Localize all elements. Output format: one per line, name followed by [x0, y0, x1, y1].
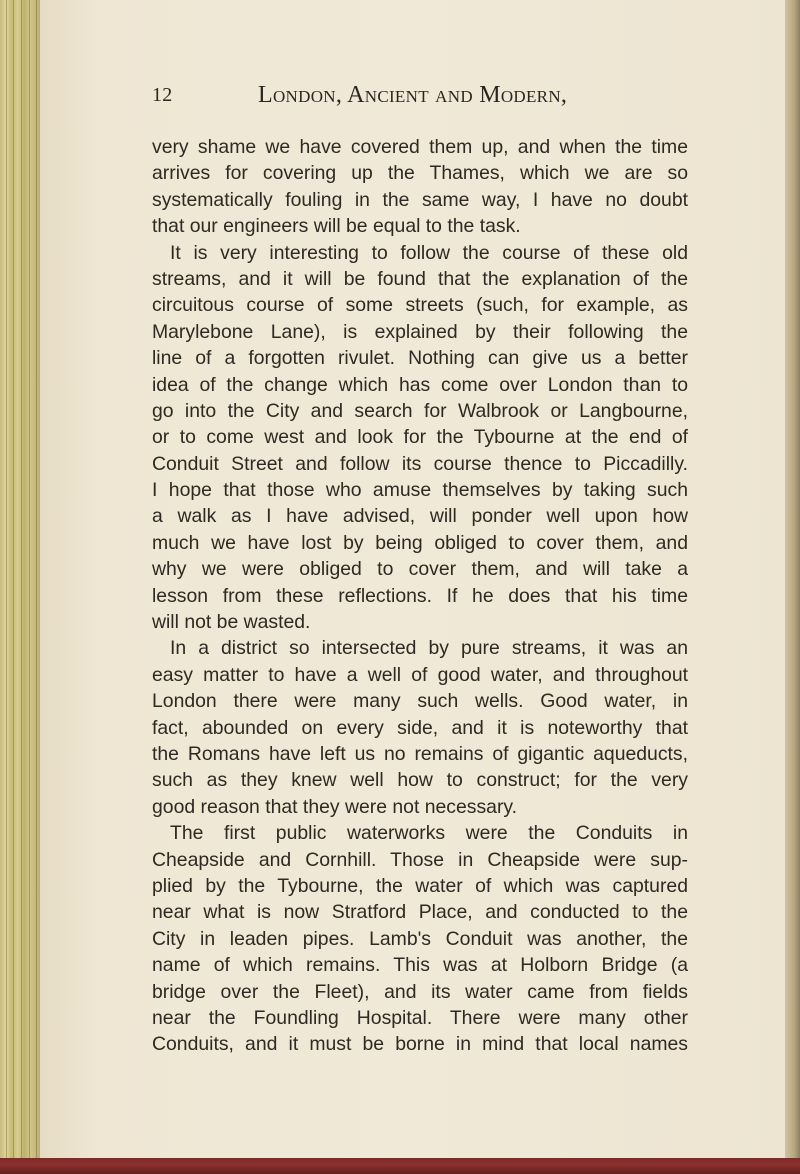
text-line: Marylebone Lane), is explained by their following the	[152, 320, 688, 343]
text-line: good reason that they were not necessary.	[152, 795, 518, 818]
text-line: go into the City and search for Walbrook or Langbourne,	[152, 399, 688, 422]
text-line: name of which remains. This was at Holborn Bridge (a	[152, 954, 688, 977]
text-line: lesson from these reflections. If he does that his time	[152, 584, 688, 607]
text-line: Cheapside and Cornhill. Those in Cheapside were sup-	[152, 848, 688, 871]
body-text	[152, 134, 688, 1058]
text-line: City in leaden pipes. Lamb's Conduit was another, the	[152, 927, 688, 950]
text-line: I hope that those who amuse themselves by taking such	[152, 479, 688, 502]
text-line: London there were many such wells. Good water, in	[152, 690, 688, 713]
text-line: It is very interesting to follow the course of these old	[170, 241, 688, 264]
text-line: Conduits, and it must be borne in mind that local names	[152, 1033, 688, 1056]
text-line: In a district so intersected by pure streams, it was an	[170, 637, 688, 660]
text-line: that our engineers will be equal to the task.	[152, 215, 521, 238]
text-line: the Romans have left us no remains of gigantic aqueducts,	[152, 742, 688, 765]
text-line: easy matter to have a well of good water, and throughout	[152, 663, 688, 686]
text-line: The first public waterworks were the Conduits in	[170, 822, 688, 845]
text-line: arrives for covering up the Thames, which we are so	[152, 162, 688, 185]
text-line: will not be wasted.	[152, 611, 311, 634]
text-line: line of a forgotten rivulet. Nothing can give us a better	[152, 347, 688, 370]
running-header	[100, 82, 660, 116]
running-title: London, Ancient and Modern,	[258, 82, 568, 108]
text-line: idea of the change which has come over London than to	[152, 373, 688, 396]
binding-gutter	[0, 0, 40, 1174]
text-line: circuitous course of some streets (such, for example, as	[152, 294, 688, 317]
text-line: very shame we have covered them up, and when the time	[152, 136, 688, 158]
text-line: streams, and it will be found that the explanation of the	[152, 267, 688, 290]
text-line: bridge over the Fleet), and its water came from fields	[152, 980, 688, 1003]
text-line: plied by the Tybourne, the water of which was captured	[152, 874, 688, 897]
page-number: 12	[152, 84, 173, 106]
text-line: near the Foundling Hospital. There were many other	[152, 1006, 688, 1029]
text-line: a walk as I have advised, will ponder well upon how	[152, 505, 688, 528]
page-edge	[785, 0, 800, 1174]
text-line: much we have lost by being obliged to cover them, and	[152, 531, 688, 554]
text-line: Conduit Street and follow its course thence to Piccadilly.	[152, 452, 688, 475]
text-line: fact, abounded on every side, and it is noteworthy that	[152, 716, 688, 739]
text-line: or to come west and look for the Tybourne at the end of	[152, 426, 688, 449]
text-line: why we were obliged to cover them, and will take a	[152, 558, 688, 581]
book-cover-edge	[0, 1158, 800, 1174]
text-line: such as they knew well how to construct; for the very	[152, 769, 688, 792]
text-line: systematically fouling in the same way, I have no doubt	[152, 188, 688, 211]
text-line: near what is now Stratford Place, and conducted to the	[152, 901, 688, 924]
